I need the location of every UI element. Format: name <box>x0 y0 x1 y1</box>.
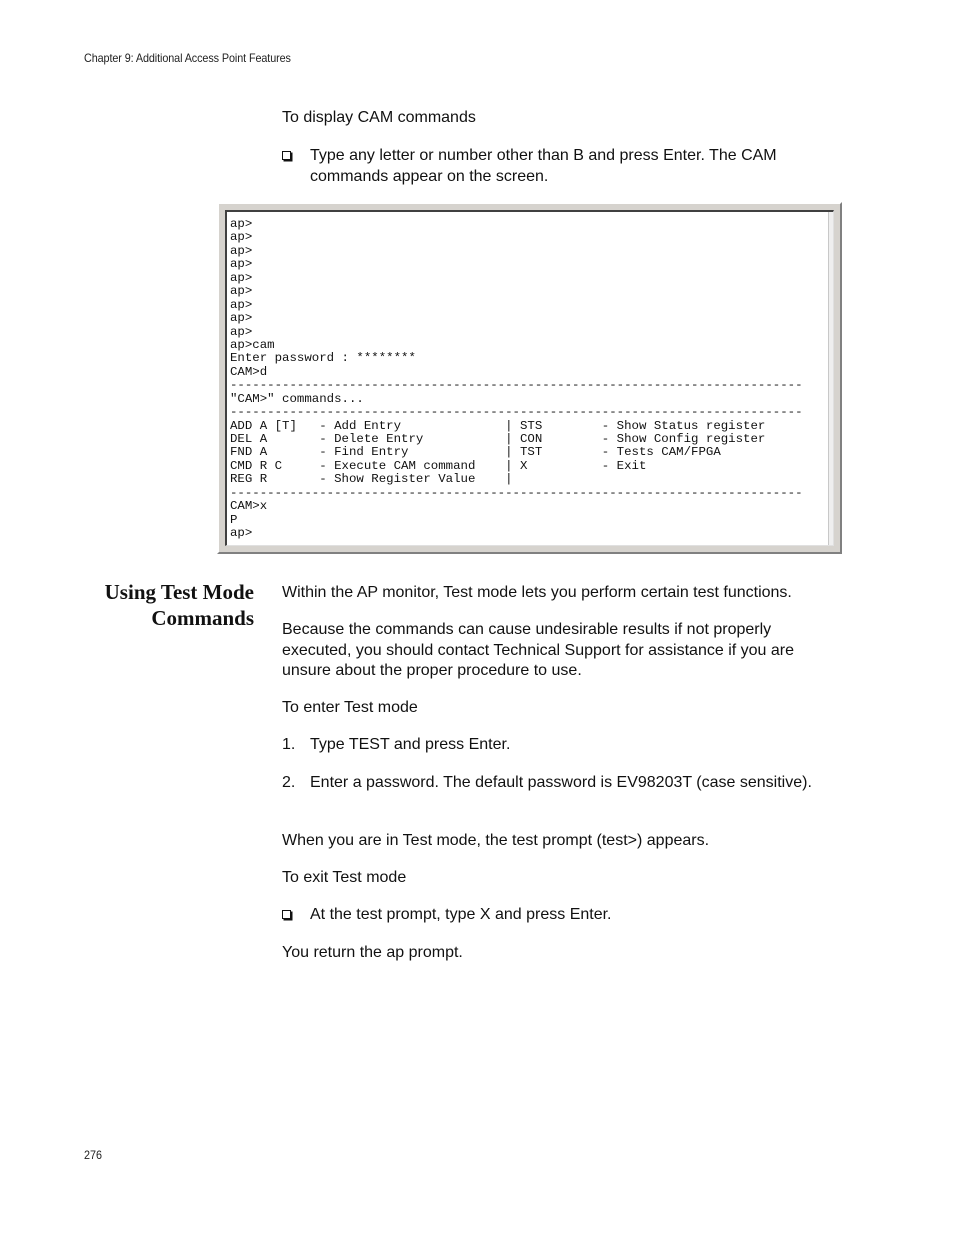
section-heading-line: Commands <box>151 606 254 630</box>
terminal-command-row: DEL A - Delete Entry | CON - Show Config register <box>230 432 766 446</box>
terminal-line: ap> <box>230 243 253 258</box>
bullet-item-display-cam <box>282 146 838 187</box>
terminal-line: ap> <box>230 297 253 312</box>
terminal-line: ap> <box>230 230 253 245</box>
terminal-line: Enter password : ******** <box>230 351 416 366</box>
terminal-line: ap> <box>230 526 253 541</box>
checkbox-bullet-icon <box>282 910 291 919</box>
running-header: Chapter 9: Additional Access Point Features <box>84 51 291 65</box>
terminal-line: ap> <box>230 270 253 285</box>
terminal-line: ap> <box>230 284 253 299</box>
bullet-text: Type any letter or number other than B and press Enter. The CAM commands appear on the screen. <box>310 147 777 185</box>
paragraph: Because the commands can cause undesirable results if not properly executed, you should contact Technical Support for assistance if you are unsure about the proper procedure to use. <box>282 621 795 679</box>
step-text: Enter a password. The default password is EV98203T (case sensitive). <box>310 774 812 791</box>
terminal-screen <box>225 210 834 546</box>
bullet-item-exit-test <box>282 905 838 926</box>
terminal-scrollbar <box>828 212 833 545</box>
terminal-line: CAM>d <box>230 364 268 379</box>
terminal-screenshot <box>217 202 842 554</box>
terminal-divider: ----------------------------------------------------------------------------- <box>230 405 803 420</box>
numbered-step <box>282 773 838 794</box>
paragraph: Within the AP monitor, Test mode lets you perform certain test functions. <box>282 584 792 601</box>
terminal-line: ap> <box>230 311 253 326</box>
numbered-step <box>282 735 838 756</box>
step-text: Type TEST and press Enter. <box>310 736 511 753</box>
terminal-line: ap> <box>230 217 253 231</box>
procedure-heading-display-cam: To display CAM commands <box>282 109 476 126</box>
step-number: 2. <box>282 774 296 791</box>
bullet-text: At the test prompt, type X and press Enter. <box>310 906 612 923</box>
terminal-line: ap>cam <box>230 337 275 352</box>
paragraph: When you are in Test mode, the test prompt (test>) appears. <box>282 832 710 849</box>
step-number: 1. <box>282 736 296 753</box>
paragraph: You return the ap prompt. <box>282 944 463 961</box>
terminal-divider: ----------------------------------------------------------------------------- <box>230 485 803 500</box>
terminal-command-row: ADD A [T] - Add Entry | STS - Show Status register <box>230 418 766 433</box>
terminal-output <box>230 218 803 541</box>
terminal-divider: ----------------------------------------------------------------------------- <box>230 378 803 393</box>
terminal-command-row: CMD R C - Execute CAM command | X - Exit <box>230 458 647 473</box>
section-heading <box>80 579 254 631</box>
procedure-heading-enter-test: To enter Test mode <box>282 699 418 716</box>
section-heading-line: Using Test Mode <box>104 580 254 604</box>
terminal-command-row: FND A - Find Entry | TST - Tests CAM/FPGA <box>230 445 721 460</box>
terminal-line: CAM>x <box>230 499 268 514</box>
terminal-line: "CAM>" commands... <box>230 391 364 406</box>
terminal-line: ap> <box>230 324 253 339</box>
terminal-command-row: REG R - Show Register Value | <box>230 472 513 487</box>
checkbox-bullet-icon <box>282 151 291 160</box>
page-number: 276 <box>84 1148 103 1162</box>
terminal-line: P <box>230 512 238 527</box>
procedure-heading-exit-test: To exit Test mode <box>282 869 407 886</box>
terminal-line: ap> <box>230 257 253 272</box>
